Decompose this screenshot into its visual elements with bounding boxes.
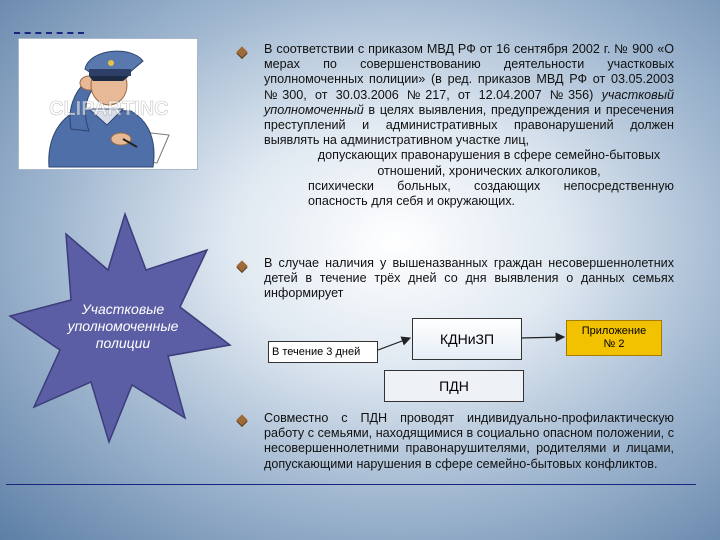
watermark-text: CLIPARTINC bbox=[49, 98, 169, 120]
para1-line3: психически больных, создающих непосредственную опасность для себя и окружающих. bbox=[308, 178, 674, 209]
para1-text-b: в целях выявления, предупреждения и пресечения преступлений и административных правонарушений должен выявлять на административном участке лиц, bbox=[264, 102, 674, 148]
paragraph-notification: В случае наличия у вышеназванных граждан несовершеннолетних детей в течение трёх дней со дня выявления о данных семьях информирует bbox=[264, 256, 674, 301]
three-days-label-box: В течение 3 дней bbox=[268, 341, 378, 363]
para1-line2: допускающих правонарушения в сфере семейно-бытовых отношений, хронических алкоголиков, bbox=[317, 148, 661, 178]
para1-text-a: В соответствии с приказом МВД РФ от 16 сентября 2002 г. № 900 «О мерах по совершенствованию деятельности участковых уполномоченных полиции» (в ред. приказов МВД РФ от 03.05.2003 №300, от 30.03.2006 №217, от 12.04.2007 №356) bbox=[264, 42, 674, 102]
pdn-box: ПДН bbox=[384, 370, 524, 402]
appendix-line2: № 2 bbox=[603, 338, 625, 350]
bottom-divider-line bbox=[6, 484, 696, 485]
star-label: Участковые уполномоченные полиции bbox=[67, 301, 179, 351]
para1-italic-term: участковый уполномоченный bbox=[264, 87, 674, 117]
appendix-line1: Приложение bbox=[581, 325, 647, 337]
kdn-box: КДНиЗП bbox=[412, 318, 522, 360]
paragraph-joint-work: Совместно с ПДН проводят индивидуально-профилактическую работу с семьями, находящимися в социально опасном положении, с несовершеннолетними правонарушителями, родителями и лицами, допускающими нарушения в сфере семейно-бытовых конфликтов. bbox=[264, 411, 674, 471]
appendix-box bbox=[566, 320, 662, 356]
